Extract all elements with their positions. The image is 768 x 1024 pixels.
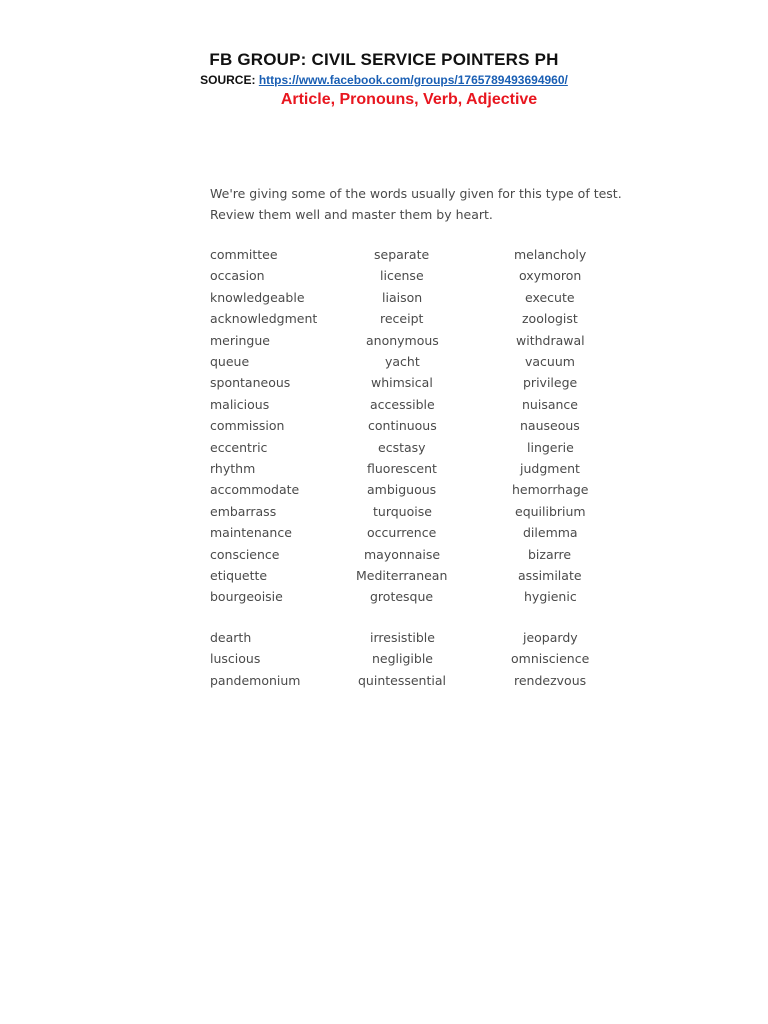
word-item: privilege — [523, 375, 578, 391]
word-item: vacuum — [525, 354, 575, 369]
source-label: SOURCE: — [200, 73, 256, 87]
word-item: commission — [210, 418, 285, 434]
word-item: whimsical — [371, 375, 433, 391]
word-item: negligible — [372, 651, 433, 667]
word-item: etiquette — [210, 568, 268, 583]
word-item: bourgeoisie — [210, 589, 283, 605]
word-item: omniscience — [511, 651, 590, 667]
source-link[interactable]: https://www.facebook.com/groups/1765789493694960/ — [258, 73, 568, 87]
word-item: separate — [374, 247, 430, 262]
word-item: fluorescent — [367, 461, 437, 476]
word-item: committee — [210, 247, 278, 262]
word-item: ecstasy — [378, 439, 426, 455]
word-item: irresistible — [370, 630, 435, 645]
intro-line: We're giving some of the words usually given for this type of test. — [210, 186, 622, 201]
word-item: maintenance — [210, 525, 292, 541]
word-item: bizarre — [528, 546, 572, 562]
word-item: turquoise — [373, 503, 432, 519]
word-item: equilibrium — [515, 503, 586, 519]
word-item: embarrass — [210, 503, 277, 519]
word-item: knowledgeable — [210, 289, 305, 305]
intro-line: Review them well and master them by heart. — [210, 207, 493, 222]
word-item: hygienic — [524, 589, 577, 605]
word-item: liaison — [382, 289, 423, 305]
word-item: occasion — [210, 268, 265, 284]
word-item: conscience — [210, 546, 280, 562]
word-item: anonymous — [366, 332, 439, 348]
word-item: zoologist — [522, 311, 578, 327]
word-item: mayonnaise — [364, 546, 441, 562]
word-item: acknowledgment — [210, 311, 318, 327]
word-item: grotesque — [370, 589, 434, 605]
word-item: continuous — [368, 418, 437, 434]
word-item: jeopardy — [523, 630, 578, 645]
word-item: withdrawal — [516, 332, 585, 348]
word-item: assimilate — [518, 568, 582, 583]
word-item: lingerie — [527, 439, 574, 455]
word-item: quintessential — [358, 672, 446, 688]
word-item: nauseous — [520, 418, 580, 434]
word-item: rhythm — [210, 461, 256, 476]
word-item: queue — [210, 354, 250, 369]
word-item: luscious — [210, 651, 261, 667]
word-item: meringue — [210, 332, 270, 348]
document-title: FB GROUP: CIVIL SERVICE POINTERS PH — [209, 50, 559, 69]
word-item: judgment — [520, 461, 580, 476]
word-item: spontaneous — [210, 375, 291, 391]
word-item: oxymoron — [519, 268, 582, 284]
word-item: ambiguous — [367, 482, 437, 498]
word-item: eccentric — [210, 439, 268, 455]
word-item: dearth — [210, 630, 252, 645]
word-item: receipt — [380, 311, 424, 327]
word-item: yacht — [385, 354, 420, 369]
word-item: rendezvous — [514, 672, 587, 688]
word-item: malicious — [210, 396, 270, 412]
word-item: occurrence — [367, 525, 437, 541]
word-item: melancholy — [514, 247, 587, 262]
word-item: accessible — [370, 396, 435, 412]
word-item: accommodate — [210, 482, 300, 498]
word-item: execute — [525, 289, 575, 305]
word-item: nuisance — [522, 396, 578, 412]
topic-heading: Article, Pronouns, Verb, Adjective — [280, 91, 538, 108]
word-item: hemorrhage — [512, 482, 589, 498]
word-item: license — [380, 268, 424, 284]
word-item: Mediterranean — [356, 568, 448, 583]
word-item: pandemonium — [210, 672, 301, 688]
word-item: dilemma — [523, 525, 578, 541]
